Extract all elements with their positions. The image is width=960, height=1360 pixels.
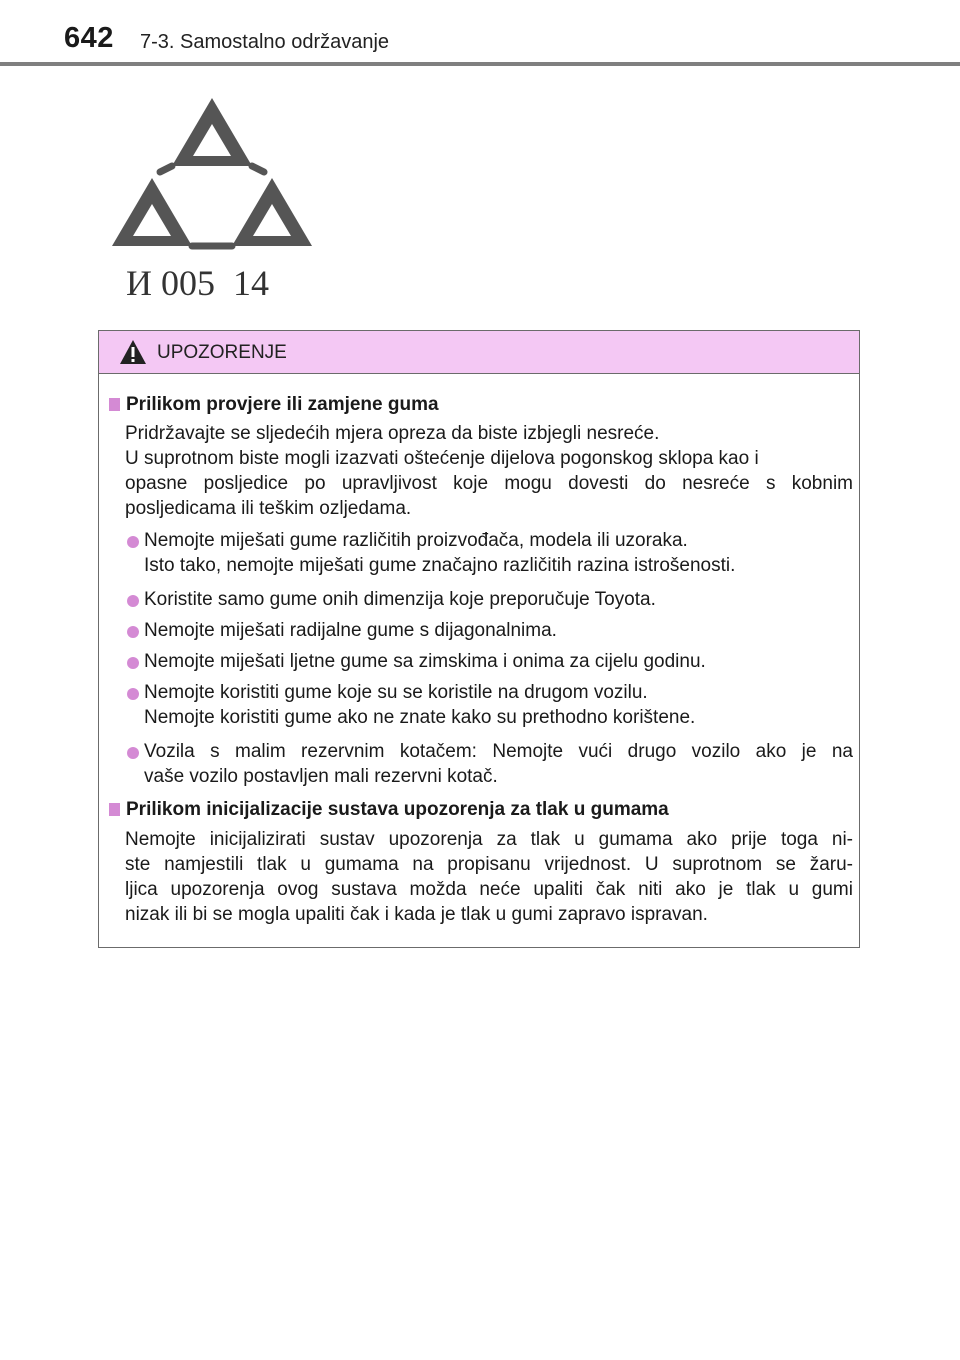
bullet-dot-icon [127,595,139,607]
bullet-dot-icon [127,747,139,759]
section-heading-tpms: Prilikom inicijalizacije sustava upozorenja za tlak u gumama [109,799,669,821]
bullet-text: Nemojte koristiti gume ako ne znate kako su prethodno korištene. [144,707,696,728]
bullet-text: Nemojte miješati ljetne gume sa zimskima i onima za cijelu godinu. [144,651,706,672]
section-title: 7-3. Samostalno održavanje [140,31,390,53]
warning-header [99,331,859,374]
bullet-dot-icon [127,626,139,638]
bullet-text: Nemojte miješati radijalne gume s dijagonalnima. [144,620,557,641]
warning-box [98,330,860,948]
bullet-dot-icon [127,536,139,548]
bullet-text: vaše vozilo postavljen mali rezervni kotač. [144,766,498,787]
bullet-text: Nemojte koristiti gume koje su se koristile na drugom vozilu. [144,682,648,703]
text-line: Pridržavajte se sljedećih mjera opreza da biste izbjegli nesreće. [125,423,660,444]
header-rule [0,62,960,66]
text-line: posljedicama ili teškim ozljedama. [125,498,412,519]
section-heading-tire-check: Prilikom provjere ili zamjene guma [109,394,439,416]
text-line: ste namjestili tlak u gumama na propisanu vrijednost. U suprotnom se žaru- [125,854,853,875]
page-number: 642 [64,22,114,54]
bullet-dot-icon [127,657,139,669]
text-line: nizak ili bi se mogla upaliti čak i kada je tlak u gumi zapravo ispravan. [125,904,708,925]
bullet-text: Nemojte miješati gume različitih proizvođača, modela ili uzoraka. [144,530,688,551]
tire-grade-symbol [112,90,312,305]
text-line: Nemojte inicijalizirati sustav upozorenja za tlak u gumama ako prije toga ni- [125,829,853,850]
symbol-code: И 005 14 [126,263,269,303]
text-line: U suprotnom biste mogli izazvati oštećenje dijelova pogonskog sklopa kao i [125,448,759,469]
bullet-dot-icon [127,688,139,700]
warning-label: UPOZORENJE [157,342,287,363]
square-bullet-icon [109,803,120,816]
bullet-text: Koristite samo gume onih dimenzija koje preporučuje Toyota. [144,589,656,610]
warning-triangle-icon [119,339,147,365]
square-bullet-icon [109,398,120,411]
bullet-text: Isto tako, nemojte miješati gume značajno različitih razina istrošenosti. [144,555,736,576]
text-line: ljica upozorenja ovog sustava možda neće upaliti čak niti ako je tlak u gumi [125,879,853,900]
text-line: opasne posljedice po upravljivost koje mogu dovesti do nesreće s kobnim [125,473,853,494]
bullet-text: Vozila s malim rezervnim kotačem: Nemojte vući drugo vozilo ako je na [144,741,853,762]
page-header [0,0,960,70]
